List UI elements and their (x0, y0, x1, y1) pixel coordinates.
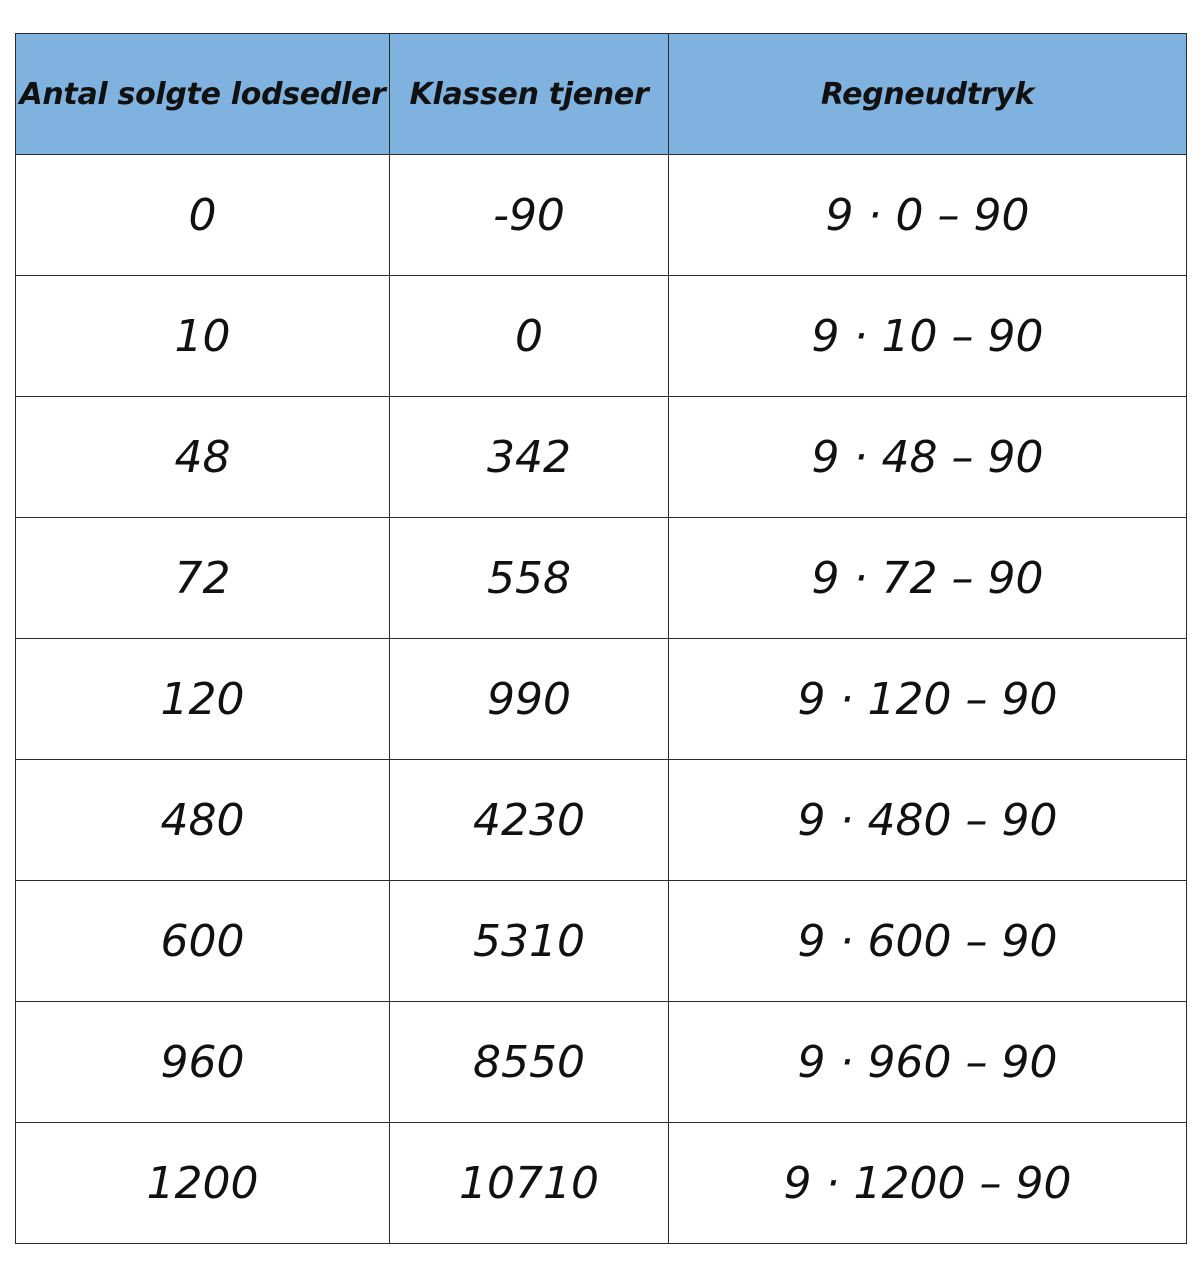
table-row (16, 518, 1187, 639)
cell-tickets-sold: 600 (16, 881, 390, 1002)
table-row (16, 881, 1187, 1002)
cell-class-earns: 342 (390, 397, 669, 518)
cell-expression: 9 · 72 – 90 (669, 518, 1187, 639)
table-row (16, 276, 1187, 397)
cell-class-earns: 8550 (390, 1002, 669, 1123)
header-expression: Regneudtryk (669, 34, 1187, 155)
table-row (16, 1002, 1187, 1123)
cell-class-earns: 558 (390, 518, 669, 639)
cell-tickets-sold: 48 (16, 397, 390, 518)
cell-class-earns: 4230 (390, 760, 669, 881)
cell-class-earns: 990 (390, 639, 669, 760)
cell-tickets-sold: 960 (16, 1002, 390, 1123)
cell-expression: 9 · 960 – 90 (669, 1002, 1187, 1123)
cell-tickets-sold: 72 (16, 518, 390, 639)
cell-class-earns: 10710 (390, 1123, 669, 1244)
cell-expression: 9 · 480 – 90 (669, 760, 1187, 881)
table-row (16, 760, 1187, 881)
cell-expression: 9 · 0 – 90 (669, 155, 1187, 276)
table-row (16, 1123, 1187, 1244)
header-tickets-sold: Antal solgte lodsedler (16, 34, 390, 155)
header-class-earns: Klassen tjener (390, 34, 669, 155)
cell-class-earns: -90 (390, 155, 669, 276)
cell-expression: 9 · 120 – 90 (669, 639, 1187, 760)
cell-expression: 9 · 600 – 90 (669, 881, 1187, 1002)
cell-tickets-sold: 120 (16, 639, 390, 760)
table-row (16, 155, 1187, 276)
cell-expression: 9 · 48 – 90 (669, 397, 1187, 518)
cell-tickets-sold: 0 (16, 155, 390, 276)
cell-tickets-sold: 480 (16, 760, 390, 881)
table-row (16, 397, 1187, 518)
table-row (16, 639, 1187, 760)
cell-class-earns: 0 (390, 276, 669, 397)
cell-expression: 9 · 10 – 90 (669, 276, 1187, 397)
cell-tickets-sold: 10 (16, 276, 390, 397)
header-row (16, 34, 1187, 155)
lottery-table (15, 33, 1187, 1244)
cell-class-earns: 5310 (390, 881, 669, 1002)
cell-expression: 9 · 1200 – 90 (669, 1123, 1187, 1244)
cell-tickets-sold: 1200 (16, 1123, 390, 1244)
